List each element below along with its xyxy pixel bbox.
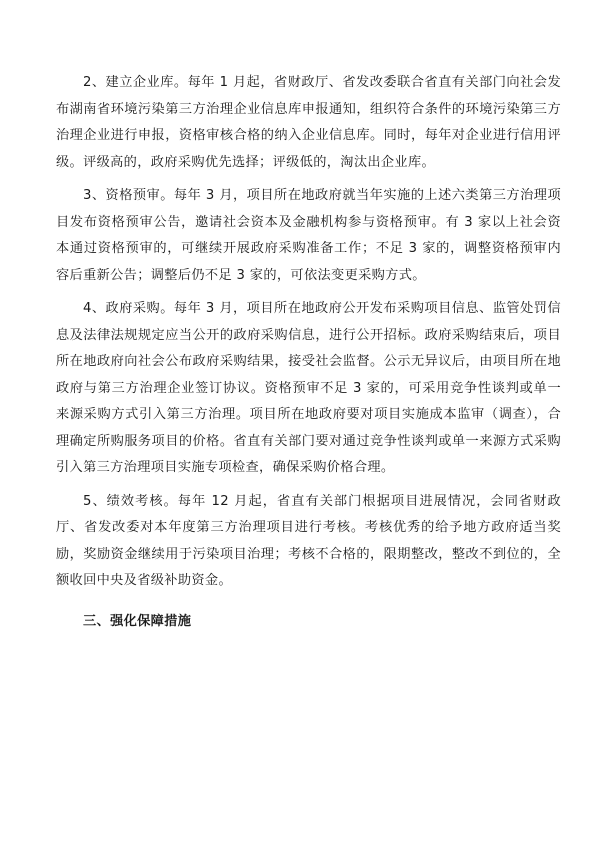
paragraph-qualification-prereview: 3、资格预审。每年 3 月，项目所在地政府就当年实施的上述六类第三方治理项目发布资格预审公告，邀请社会资本及金融机构参与资格预审。有 3 家以上社会资本通过资格预审的，可继续开展政府采购准备工作；不足 3 家的，调整资格预审内容后重新公告；调整后仍不足 3 家的，可依法变更采购方式。 [56,188,561,283]
document-page [56,70,561,635]
paragraph-government-procurement: 4、政府采购。每年 3 月，项目所在地政府公开发布采购项目信息、监管处罚信息及法律法规规定应当公开的政府采购信息，进行公开招标。政府采购结束后，项目所在地政府向社会公布政府采购结果，接受社会监督。公示无异议后，由项目所在地政府与第三方治理企业签订协议。资格预审不足 3 家的，可采用竞争性谈判或单一来源采购方式引入第三方治理。项目所在地政府要对项目实施成本监审（调查），合理确定所购服务项目的价格。省直有关部门要对通过竞争性谈判或单一来源方式采购引入第三方治理项目实施专项检查，确保采购价格合理。 [56,301,561,475]
paragraph-performance-assessment: 5、绩效考核。每年 12 月起，省直有关部门根据项目进展情况，会同省财政厅、省发改委对本年度第三方治理项目进行考核。考核优秀的给予地方政府适当奖励，奖励资金继续用于污染项目治理；考核不合格的，限期整改，整改不到位的，全额收回中央及省级补助资金。 [56,493,561,588]
paragraph-enterprise-database: 2、建立企业库。每年 1 月起，省财政厅、省发改委联合省直有关部门向社会发布湖南省环境污染第三方治理企业信息库申报通知，组织符合条件的环境污染第三方治理企业进行申报，资格审核合格的纳入企业信息库。同时，每年对企业进行信用评级。评级高的，政府采购优先选择；评级低的，淘汰出企业库。 [56,75,561,170]
section-heading: 三、强化保障措施 [83,613,192,629]
